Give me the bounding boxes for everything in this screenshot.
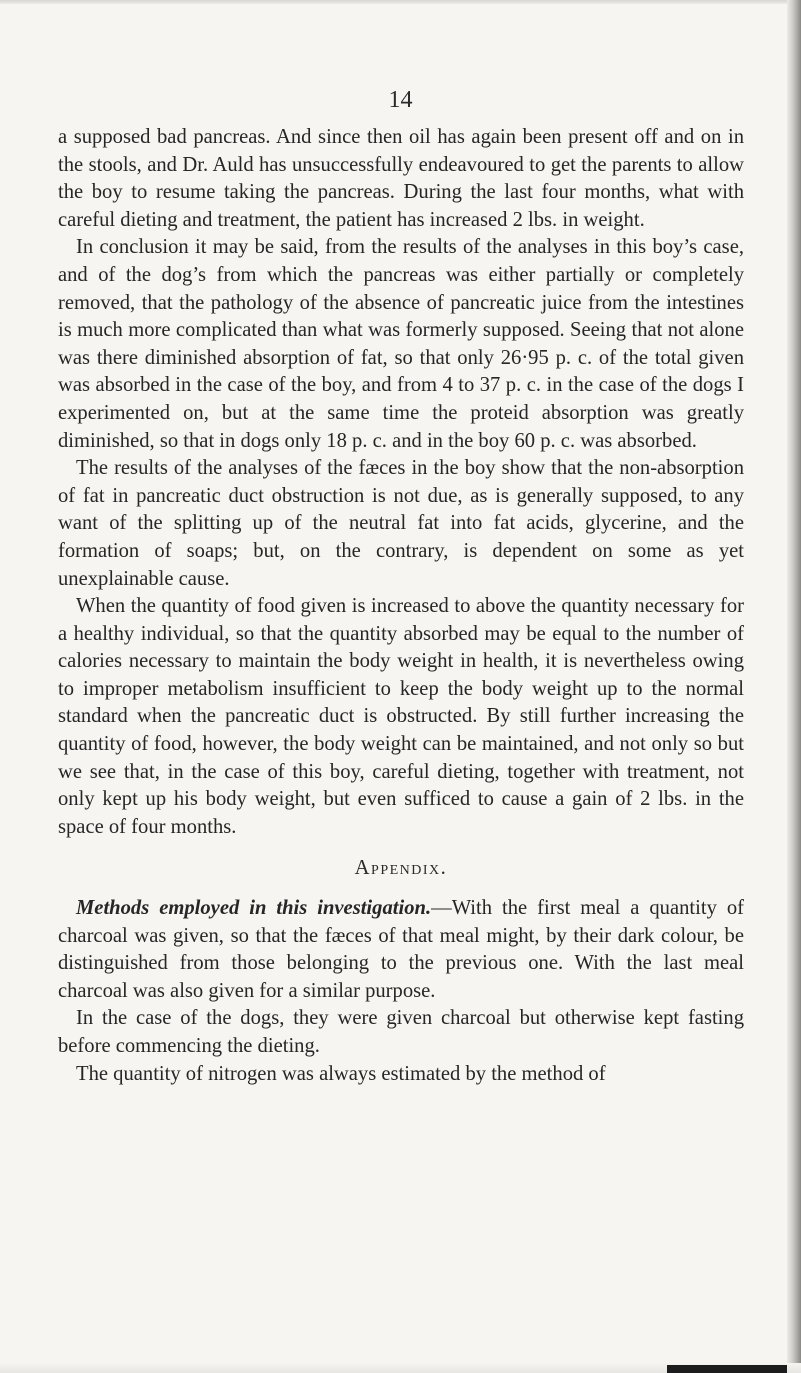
page-top-edge <box>0 0 790 4</box>
body-text <box>58 124 744 1088</box>
paragraph: The results of the analyses of the fæces in the boy show that the non-absorption of fat in pancreatic duct obstruction is not due, as is generally supposed, to any want of the splitting up of the neutral fat into fat acids, glycerine, and the formation of soaps; but, on the contrary, is dependent on some as yet unexplainable cause. <box>58 457 744 590</box>
methods-text: —With the first meal a quantity of charcoal was given, so that the fæces of that meal might, by their dark colour, be distinguished from those belonging to the previous one. With the last meal charcoal was also given for a similar purpose. <box>58 897 744 1002</box>
paragraph: In conclusion it may be said, from the results of the analyses in this boy’s case, and of the dog’s from which the pancreas was either partially or completely removed, that the pathology of the absence of pancreatic juice from the intestines is much more complicated than what was formerly supposed. Seeing that not alone was there diminished absorption of fat, so that only 26·95 p. c. of the total given was absorbed in the case of the boy, and from 4 to 37 p. c. in the case of the dogs I experimented on, but at the same time the proteid absorption was greatly diminished, so that in dogs only 18 p. c. and in the boy 60 p. c. was absorbed. <box>58 236 744 452</box>
paragraph: a supposed bad pancreas. And since then oil has again been present off and on in the stools, and Dr. Auld has unsuccessfully endeavoured to get the parents to allow the boy to resume taking the pancreas. During the last four months, what with careful dieting and treatment, the patient has increased 2 lbs. in weight. <box>58 126 744 231</box>
paragraph: When the quantity of food given is increased to above the quantity necessary for a healthy individual, so that the quantity absorbed may be equal to the number of calories necessary to maintain the body weight in health, it is nevertheless owing to improper metabolism insufficient to keep the body weight up to the normal standard when the pancreatic duct is obstructed. By still further increasing the quantity of food, however, the body weight can be maintained, and not only so but we see that, in the case of this boy, careful dieting, together with treatment, not only kept up his body weight, but even sufficed to cause a gain of 2 lbs. in the space of four months. <box>58 595 744 838</box>
page-bottom-corner <box>667 1365 787 1373</box>
page-number: 14 <box>388 87 413 113</box>
paragraph: The quantity of nitrogen was always estimated by the method of <box>76 1062 606 1085</box>
paragraph: In the case of the dogs, they were given charcoal but otherwise kept fasting before commencing the dieting. <box>58 1007 744 1057</box>
methods-lead: Methods employed in this investigation. <box>76 897 432 920</box>
paragraph <box>58 895 744 1005</box>
appendix-heading: Appendix. <box>354 857 448 880</box>
page-binding-edge <box>787 0 801 1373</box>
